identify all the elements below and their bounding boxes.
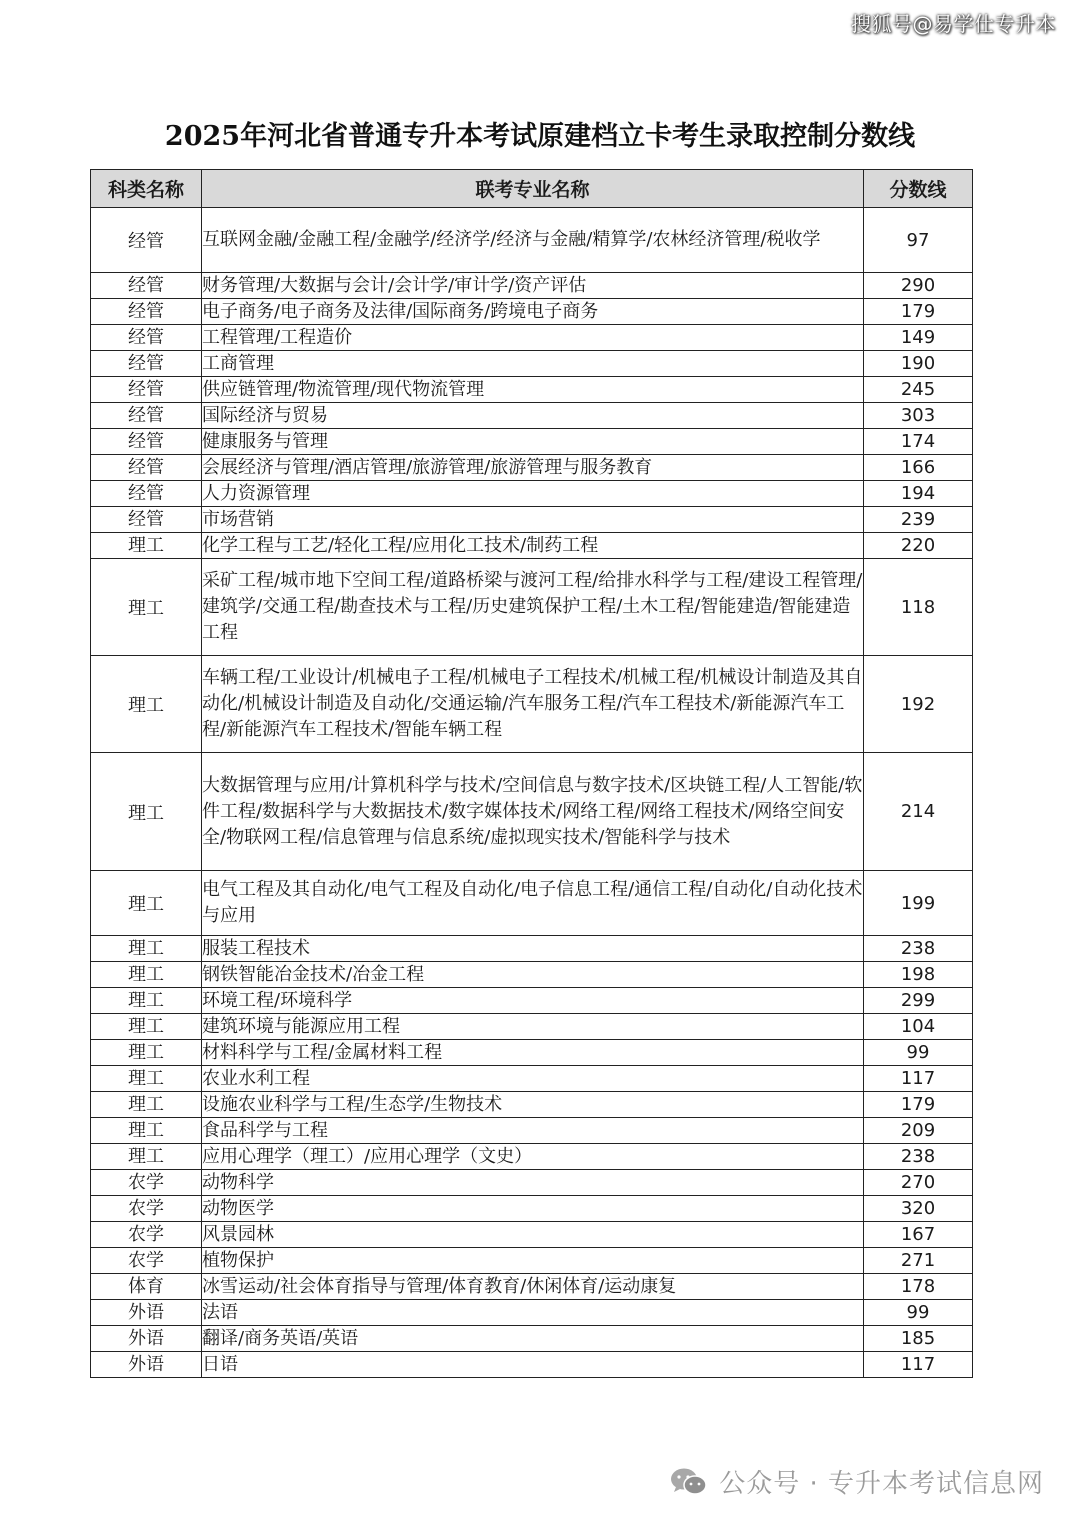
major-cell: 农业水利工程 (202, 1066, 864, 1092)
major-cell: 大数据管理与应用/计算机科学与技术/空间信息与数字技术/区块链工程/人工智能/软件工程/数据科学与大数据技术/数字媒体技术/网络工程/网络工程技术/网络空间安全/物联网工程/信息管理与信息系统/虚拟现实技术/智能科学与技术 (202, 753, 864, 871)
table-row (91, 1170, 973, 1196)
table-row (91, 533, 973, 559)
score-cell: 238 (864, 936, 973, 962)
score-table (90, 169, 973, 1378)
major-cell: 健康服务与管理 (202, 429, 864, 455)
table-row (91, 455, 973, 481)
category-cell: 理工 (91, 1118, 202, 1144)
page-title: 2025年河北省普通专升本考试原建档立卡考生录取控制分数线 (164, 121, 916, 152)
score-cell: 320 (864, 1196, 973, 1222)
table-row (91, 1248, 973, 1274)
table-row (91, 1352, 973, 1378)
category-cell: 经管 (91, 455, 202, 481)
score-cell: 198 (864, 962, 973, 988)
major-cell: 设施农业科学与工程/生态学/生物技术 (202, 1092, 864, 1118)
category-cell: 农学 (91, 1222, 202, 1248)
major-cell: 动物医学 (202, 1196, 864, 1222)
score-cell: 118 (864, 559, 973, 656)
header-score: 分数线 (864, 170, 973, 208)
table-row (91, 559, 973, 656)
major-cell: 日语 (202, 1352, 864, 1378)
score-cell: 166 (864, 455, 973, 481)
score-cell: 178 (864, 1274, 973, 1300)
score-cell: 214 (864, 753, 973, 871)
major-cell: 食品科学与工程 (202, 1118, 864, 1144)
score-cell: 99 (864, 1040, 973, 1066)
category-cell: 经管 (91, 481, 202, 507)
table-row (91, 1326, 973, 1352)
score-cell: 174 (864, 429, 973, 455)
score-cell: 117 (864, 1352, 973, 1378)
header-category: 科类名称 (91, 170, 202, 208)
category-cell: 理工 (91, 1040, 202, 1066)
score-cell: 245 (864, 377, 973, 403)
category-cell: 理工 (91, 988, 202, 1014)
score-cell: 209 (864, 1118, 973, 1144)
category-cell: 经管 (91, 273, 202, 299)
table-row (91, 1274, 973, 1300)
major-cell: 法语 (202, 1300, 864, 1326)
major-cell: 电气工程及其自动化/电气工程及自动化/电子信息工程/通信工程/自动化/自动化技术与应用 (202, 871, 864, 936)
category-cell: 理工 (91, 1066, 202, 1092)
category-cell: 农学 (91, 1196, 202, 1222)
table-row (91, 962, 973, 988)
category-cell: 理工 (91, 533, 202, 559)
category-cell: 理工 (91, 1092, 202, 1118)
category-cell: 外语 (91, 1300, 202, 1326)
table-row (91, 481, 973, 507)
table-header (91, 170, 973, 208)
category-cell: 经管 (91, 299, 202, 325)
bottom-watermark (669, 1463, 1044, 1500)
category-cell: 农学 (91, 1170, 202, 1196)
major-cell: 会展经济与管理/酒店管理/旅游管理/旅游管理与服务教育 (202, 455, 864, 481)
bottom-watermark-text: 公众号 · 专升本考试信息网 (719, 1469, 1044, 1499)
major-cell: 钢铁智能冶金技术/冶金工程 (202, 962, 864, 988)
table-row (91, 1040, 973, 1066)
category-cell: 外语 (91, 1326, 202, 1352)
top-watermark: 搜狐号@易学仕专升本 (851, 12, 1056, 36)
table-row (91, 1144, 973, 1170)
table-row (91, 1014, 973, 1040)
table-row (91, 1066, 973, 1092)
score-cell: 220 (864, 533, 973, 559)
major-cell: 人力资源管理 (202, 481, 864, 507)
major-cell: 应用心理学（理工）/应用心理学（文史） (202, 1144, 864, 1170)
major-cell: 冰雪运动/社会体育指导与管理/体育教育/休闲体育/运动康复 (202, 1274, 864, 1300)
major-cell: 国际经济与贸易 (202, 403, 864, 429)
score-cell: 238 (864, 1144, 973, 1170)
table-row (91, 1092, 973, 1118)
table-row (91, 429, 973, 455)
score-cell: 239 (864, 507, 973, 533)
major-cell: 市场营销 (202, 507, 864, 533)
score-cell: 270 (864, 1170, 973, 1196)
score-cell: 199 (864, 871, 973, 936)
major-cell: 车辆工程/工业设计/机械电子工程/机械电子工程技术/机械工程/机械设计制造及其自动化/机械设计制造及自动化/交通运输/汽车服务工程/汽车工程技术/新能源汽车工程/新能源汽车工程技术/智能车辆工程 (202, 656, 864, 753)
score-cell: 299 (864, 988, 973, 1014)
category-cell: 理工 (91, 871, 202, 936)
score-cell: 179 (864, 1092, 973, 1118)
table-row (91, 988, 973, 1014)
category-cell: 农学 (91, 1248, 202, 1274)
table-row (91, 507, 973, 533)
category-cell: 理工 (91, 656, 202, 753)
category-cell: 经管 (91, 351, 202, 377)
table-row (91, 656, 973, 753)
major-cell: 采矿工程/城市地下空间工程/道路桥梁与渡河工程/给排水科学与工程/建设工程管理/建筑学/交通工程/勘查技术与工程/历史建筑保护工程/土木工程/智能建造/智能建造工程 (202, 559, 864, 656)
major-cell: 翻译/商务英语/英语 (202, 1326, 864, 1352)
score-cell: 179 (864, 299, 973, 325)
major-cell: 服装工程技术 (202, 936, 864, 962)
major-cell: 工商管理 (202, 351, 864, 377)
wechat-icon (669, 1466, 709, 1498)
score-cell: 117 (864, 1066, 973, 1092)
table-row (91, 325, 973, 351)
category-cell: 体育 (91, 1274, 202, 1300)
table-row (91, 871, 973, 936)
major-cell: 电子商务/电子商务及法律/国际商务/跨境电子商务 (202, 299, 864, 325)
score-cell: 149 (864, 325, 973, 351)
major-cell: 风景园林 (202, 1222, 864, 1248)
category-cell: 理工 (91, 1144, 202, 1170)
category-cell: 经管 (91, 325, 202, 351)
category-cell: 经管 (91, 403, 202, 429)
header-major: 联考专业名称 (202, 170, 864, 208)
category-cell: 理工 (91, 1014, 202, 1040)
major-cell: 互联网金融/金融工程/金融学/经济学/经济与金融/精算学/农林经济管理/税收学 (202, 208, 864, 273)
score-cell: 97 (864, 208, 973, 273)
score-cell: 185 (864, 1326, 973, 1352)
major-cell: 动物科学 (202, 1170, 864, 1196)
category-cell: 理工 (91, 559, 202, 656)
major-cell: 供应链管理/物流管理/现代物流管理 (202, 377, 864, 403)
category-cell: 理工 (91, 753, 202, 871)
category-cell: 经管 (91, 208, 202, 273)
table-row (91, 299, 973, 325)
table-row (91, 377, 973, 403)
score-cell: 99 (864, 1300, 973, 1326)
score-cell: 167 (864, 1222, 973, 1248)
table-row (91, 1222, 973, 1248)
category-cell: 外语 (91, 1352, 202, 1378)
table-row (91, 273, 973, 299)
table-row (91, 403, 973, 429)
major-cell: 环境工程/环境科学 (202, 988, 864, 1014)
category-cell: 经管 (91, 507, 202, 533)
major-cell: 植物保护 (202, 1248, 864, 1274)
table-row (91, 753, 973, 871)
major-cell: 化学工程与工艺/轻化工程/应用化工技术/制药工程 (202, 533, 864, 559)
score-cell: 194 (864, 481, 973, 507)
table-row (91, 1300, 973, 1326)
table-row (91, 936, 973, 962)
score-cell: 190 (864, 351, 973, 377)
major-cell: 财务管理/大数据与会计/会计学/审计学/资产评估 (202, 273, 864, 299)
category-cell: 经管 (91, 377, 202, 403)
score-cell: 192 (864, 656, 973, 753)
table-body (91, 208, 973, 1378)
table-row (91, 208, 973, 273)
score-cell: 271 (864, 1248, 973, 1274)
score-cell: 303 (864, 403, 973, 429)
table-row (91, 351, 973, 377)
table-row (91, 1196, 973, 1222)
score-cell: 290 (864, 273, 973, 299)
major-cell: 建筑环境与能源应用工程 (202, 1014, 864, 1040)
major-cell: 工程管理/工程造价 (202, 325, 864, 351)
table-row (91, 1118, 973, 1144)
score-cell: 104 (864, 1014, 973, 1040)
category-cell: 经管 (91, 429, 202, 455)
category-cell: 理工 (91, 936, 202, 962)
major-cell: 材料科学与工程/金属材料工程 (202, 1040, 864, 1066)
category-cell: 理工 (91, 962, 202, 988)
